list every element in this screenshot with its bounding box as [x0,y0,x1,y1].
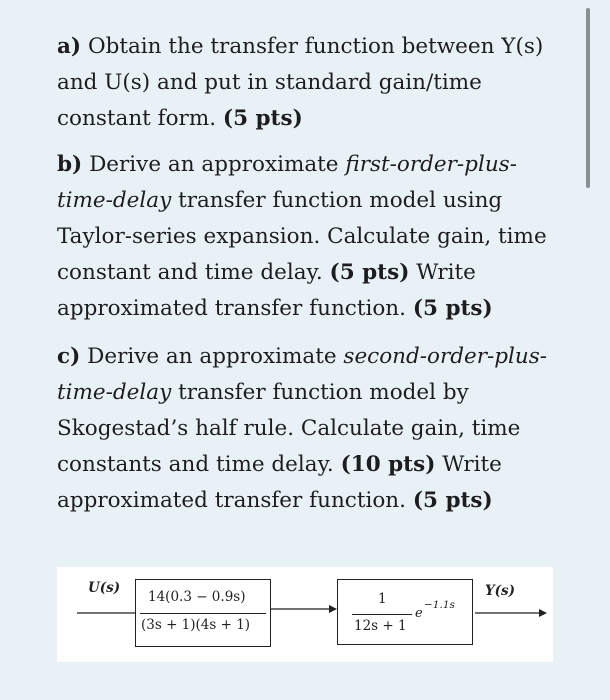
scrollbar[interactable] [586,8,590,188]
part-a-text: Obtain the transfer function between Y(s) and U(s) and put in standard gain/time constant form. [57,34,544,131]
output-label: Y(s) [485,583,516,599]
part-c-points-1: (10 pts) [340,452,436,477]
block-2-numerator: 1 [378,591,387,607]
part-c-italic: second-order-plus-time-delay [57,344,548,405]
part-c-text-1: Derive an approximate [87,344,337,369]
part-b-points-2: (5 pts) [412,296,493,321]
part-b-italic: first-order-plus-time-delay [57,152,517,213]
block-2-exp-base: e [415,606,423,621]
signal-lines [57,567,553,662]
question-part-a [57,29,557,137]
part-b-text-3: Write approximated transfer function. [57,260,476,321]
part-b-text-1: Derive an approximate [89,152,339,177]
part-a-points: (5 pts) [222,106,303,131]
block-1-fraction-bar [140,613,266,614]
part-c-points-2: (5 pts) [412,488,493,513]
part-c-label: c) [57,344,81,369]
input-label: U(s) [88,580,121,596]
part-b-label: b) [57,152,83,177]
part-a-label: a) [57,34,82,59]
middle-arrowhead [329,605,337,613]
output-arrowhead [539,609,547,617]
part-b-points-1: (5 pts) [329,260,410,285]
part-b-text-2: transfer function model using Taylor-series expansion. Calculate gain, time constant and time delay. [57,188,547,285]
part-c-text-2: transfer function model by Skogestad’s half rule. Calculate gain, time constants and time delay. [57,380,521,477]
block-2-fraction-bar [352,614,412,615]
transfer-block-2 [337,579,473,645]
block-2-denominator: 12s + 1 [354,618,407,634]
transfer-block-1 [135,579,271,647]
block-diagram [57,567,553,662]
question-part-b [57,147,557,327]
block-1-denominator: (3s + 1)(4s + 1) [141,617,251,633]
block-1-numerator: 14(0.3 − 0.9s) [148,589,246,605]
part-c-text-3: Write approximated transfer function. [57,452,502,513]
question-part-c [57,339,557,519]
block-2-exponent: −1.1s [424,599,455,611]
